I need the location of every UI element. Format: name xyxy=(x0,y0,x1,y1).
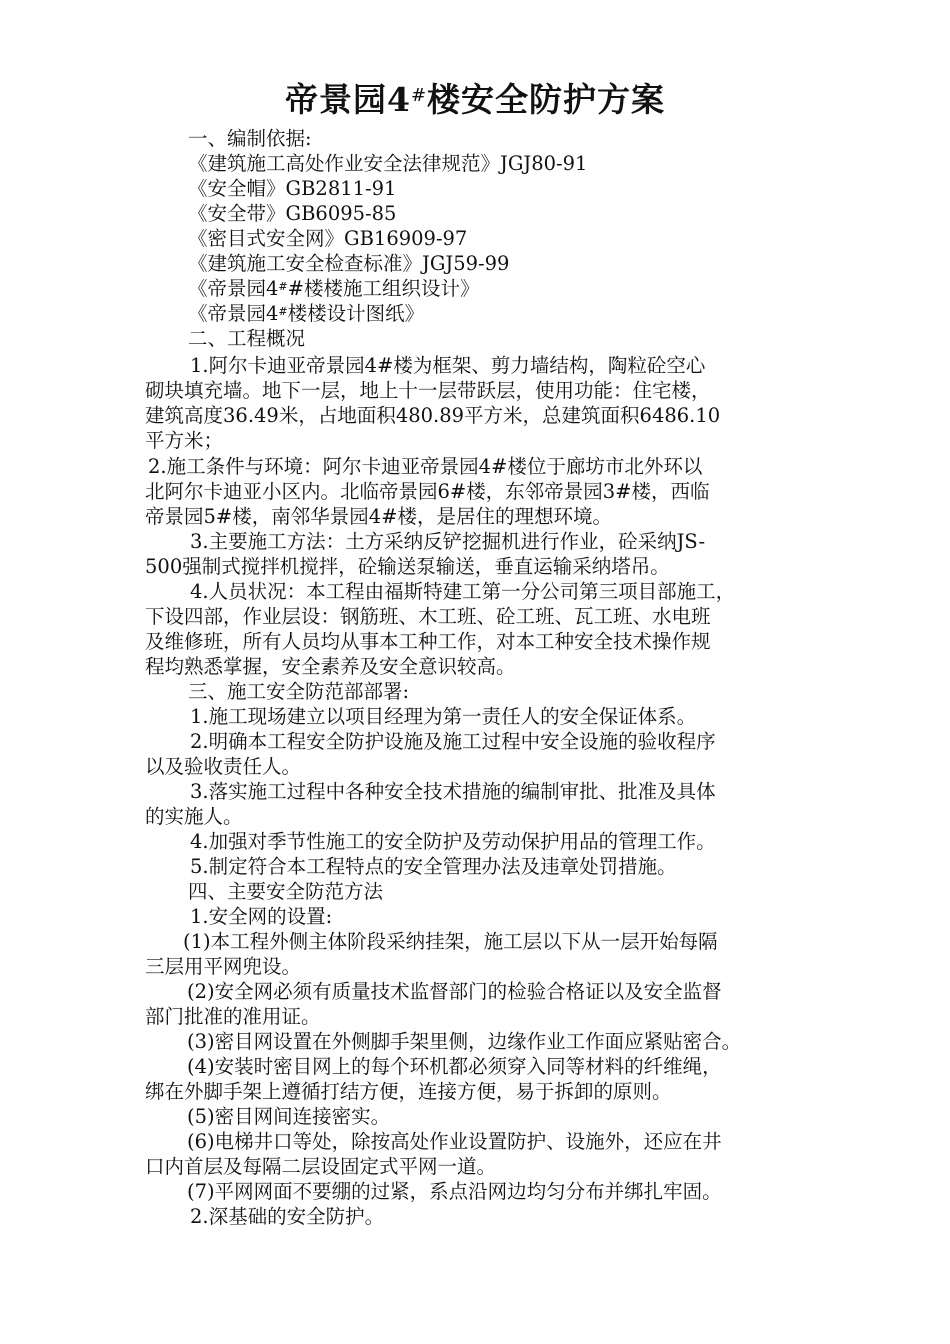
paragraph-line: (2)安全网必须有质量技术监督部门的检验合格证以及安全监督 xyxy=(187,980,722,1003)
paragraph-line: 3.落实施工过程中各种安全技术措施的编制审批、批准及具体 xyxy=(190,780,716,803)
paragraph-line: 下设四部，作业层设：钢筋班、木工班、砼工班、瓦工班、水电班 xyxy=(145,605,711,628)
paragraph-line: (3)密目网设置在外侧脚手架里侧，边缘作业工作面应紧贴密合。 xyxy=(187,1030,742,1053)
section-heading: 三、施工安全防范部部署: xyxy=(188,680,410,703)
section-heading: 一、编制依据: xyxy=(188,127,312,150)
paragraph-line: 5.制定符合本工程特点的安全管理办法及违章处罚措施。 xyxy=(190,855,677,878)
paragraph-line: (1)本工程外侧主体阶段采纳挂架，施工层以下从一层开始每隔 xyxy=(183,930,718,953)
paragraph-line: 口内首层及每隔二层设固定式平网一道。 xyxy=(145,1155,497,1178)
paragraph-line: (6)电梯井口等处，除按高处作业设置防护、设施外，还应在井 xyxy=(187,1130,722,1153)
section-heading: 二、工程概况 xyxy=(188,327,306,350)
paragraph-line: 4.加强对季节性施工的安全防护及劳动保护用品的管理工作。 xyxy=(190,830,716,853)
paragraph-line: 1.阿尔卡迪亚帝景园4#楼为框架、剪力墙结构，陶粒砼空心 xyxy=(190,354,706,377)
reference-item: 《密目式安全网》GB16909-97 xyxy=(188,227,468,250)
paragraph-line: (4)安装时密目网上的每个环机都必须穿入同等材料的纤维绳， xyxy=(187,1055,722,1078)
paragraph-line: 3.主要施工方法：土方采纳反铲挖掘机进行作业，砼采纳JS- xyxy=(190,530,706,553)
paragraph-line: 的实施人。 xyxy=(145,805,243,828)
reference-item: 《帝景园4#楼楼设计图纸》 xyxy=(188,302,425,325)
paragraph-line: 北阿尔卡迪亚小区内。北临帝景园6#楼，东邻帝景园3#楼，西临 xyxy=(145,480,710,503)
document-title: 帝景园4#楼安全防护方案 xyxy=(284,80,666,119)
paragraph-line: 2.明确本工程安全防护设施及施工过程中安全设施的验收程序 xyxy=(190,730,716,753)
paragraph-line: 2.施工条件与环境：阿尔卡迪亚帝景园4#楼位于廊坊市北外环以 xyxy=(148,455,703,478)
paragraph-line: 1.施工现场建立以项目经理为第一责任人的安全保证体系。 xyxy=(190,705,697,728)
reference-item: 《安全帽》GB2811-91 xyxy=(188,177,397,200)
paragraph-line: 程均熟悉掌握，安全素养及安全意识较高。 xyxy=(145,655,516,678)
reference-item: 《安全带》GB6095-85 xyxy=(188,202,397,225)
paragraph-line: 建筑高度36.49米，占地面积480.89平方米，总建筑面积6486.10 xyxy=(145,404,721,427)
reference-item: 《帝景园4##楼楼施工组织设计》 xyxy=(188,277,480,300)
paragraph-line: 砌块填充墙。地下一层，地上十一层带跃层，使用功能：住宅楼， xyxy=(145,379,711,402)
section-heading: 四、主要安全防范方法 xyxy=(188,880,384,903)
paragraph-line: 500强制式搅拌机搅拌，砼输送泵输送，垂直运输采纳塔吊。 xyxy=(145,555,670,578)
paragraph-line: (5)密目网间连接密实。 xyxy=(187,1105,391,1128)
reference-item: 《建筑施工高处作业安全法律规范》JGJ80-91 xyxy=(188,152,588,175)
paragraph-line: 部门批准的准用证。 xyxy=(145,1005,321,1028)
paragraph-line: (7)平网网面不要绷的过紧，系点沿网边均匀分布并绑扎牢固。 xyxy=(187,1180,722,1203)
paragraph-line: 帝景园5#楼，南邻华景园4#楼，是居住的理想环境。 xyxy=(145,505,612,528)
paragraph-line: 三层用平网兜设。 xyxy=(145,955,302,978)
paragraph-line: 绑在外脚手架上遵循打结方便，连接方便，易于拆卸的原则。 xyxy=(145,1080,672,1103)
paragraph-line: 2.深基础的安全防护。 xyxy=(190,1205,385,1228)
paragraph-line: 及维修班，所有人员均从事本工种工作，对本工种安全技术操作规 xyxy=(145,630,711,653)
paragraph-line: 以及验收责任人。 xyxy=(145,755,302,778)
paragraph-line: 1.安全网的设置: xyxy=(190,905,333,928)
paragraph-line: 平方米； xyxy=(145,429,224,452)
reference-item: 《建筑施工安全检查标准》JGJ59-99 xyxy=(188,252,510,275)
paragraph-line: 4.人员状况：本工程由福斯特建工第一分公司第三项目部施工， xyxy=(190,580,736,603)
